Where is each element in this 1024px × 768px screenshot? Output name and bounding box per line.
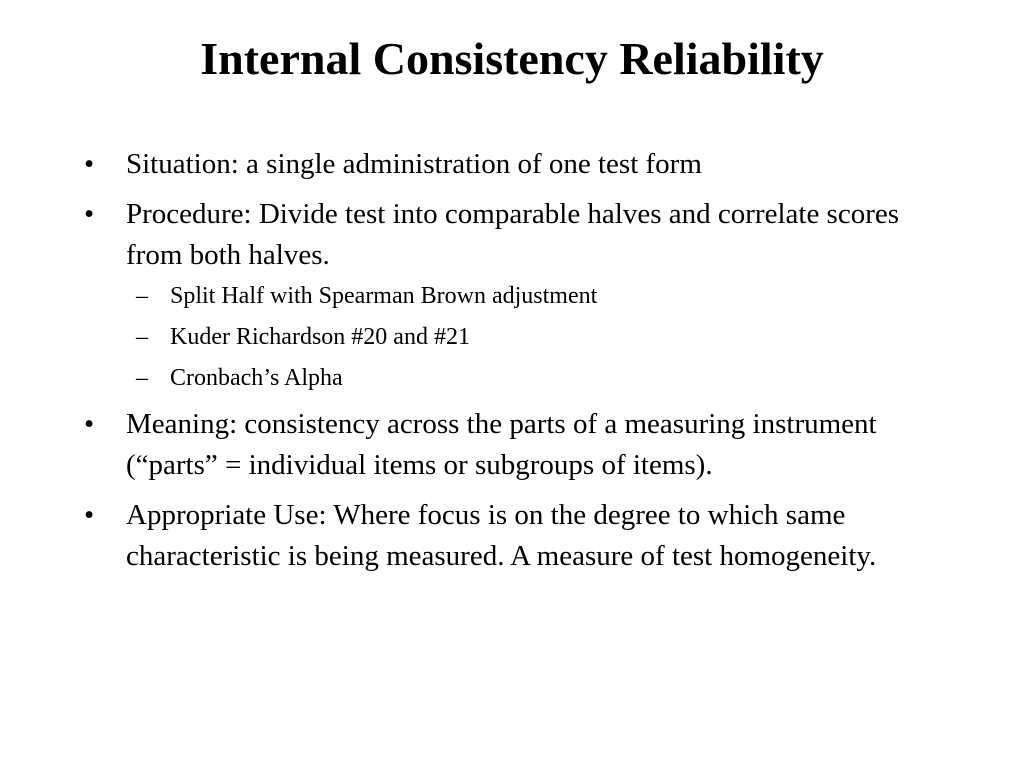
sub-bullet-item [128, 280, 914, 313]
sub-bullet-text: Cronbach’s Alpha [170, 365, 343, 391]
bullet-item-appropriate-use [84, 495, 914, 577]
bullet-marker: • [84, 148, 95, 180]
bullet-item-procedure [84, 194, 914, 395]
bullet-text: Situation: a single administration of one test form [126, 148, 702, 180]
bullet-marker: • [84, 499, 95, 531]
bullet-item-meaning [84, 404, 914, 486]
sub-bullet-text: Split Half with Spearman Brown adjustment [170, 283, 598, 309]
bullet-text: Meaning: consistency across the parts of a measuring instrument (“parts” = individual items or subgroups of items). [126, 408, 877, 481]
bullet-marker: • [84, 198, 95, 230]
bullet-text: Appropriate Use: Where focus is on the degree to which same characteristic is being measured. A measure of test homogeneity. [126, 499, 877, 572]
sub-bullet-text: Kuder Richardson #20 and #21 [170, 324, 470, 350]
bullet-list [84, 144, 914, 586]
sub-bullet-item [128, 321, 914, 354]
bullet-item-situation [84, 144, 914, 185]
sub-bullet-item [128, 362, 914, 395]
bullet-marker: • [84, 408, 95, 440]
sub-bullet-list [128, 280, 914, 395]
sub-bullet-marker: – [136, 365, 148, 391]
bullet-text: Procedure: Divide test into comparable halves and correlate scores from both halves. [126, 198, 900, 271]
slide-title: Internal Consistency Reliability [200, 33, 824, 84]
sub-bullet-marker: – [136, 283, 148, 309]
sub-bullet-marker: – [136, 324, 148, 350]
